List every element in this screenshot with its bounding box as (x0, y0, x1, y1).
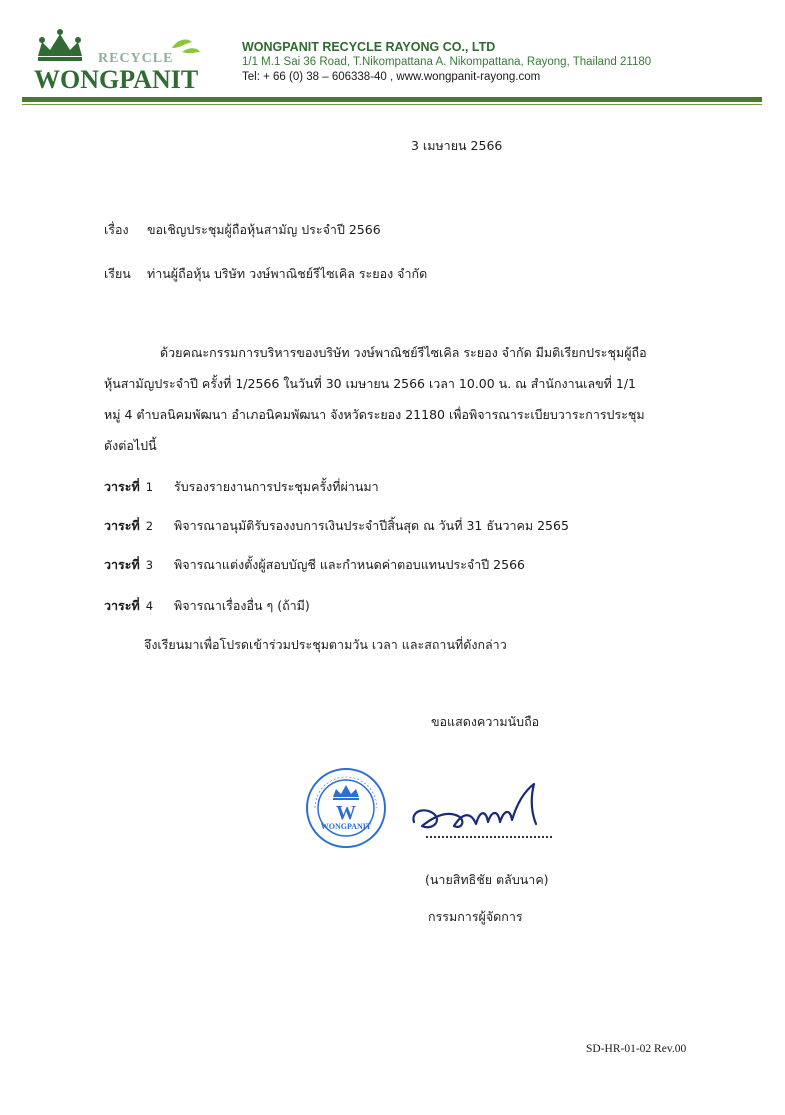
agenda-number: 2 (145, 519, 154, 533)
logo-tagline: RECYCLE (98, 51, 174, 66)
svg-text:W: W (336, 802, 356, 824)
agenda-label-text: วาระที่ (104, 557, 140, 572)
agenda-label (104, 555, 153, 575)
agenda-number: 1 (145, 480, 154, 494)
agenda-label (104, 477, 153, 497)
agenda-item-text: รับรองรายงานการประชุมครั้งที่ผ่านมา (174, 479, 379, 494)
company-address: 1/1 M.1 Sai 36 Road, T.Nikompattana A. Nikompattana, Rayong, Thailand 21180 (242, 56, 652, 68)
recipient-label: เรียน (104, 266, 131, 281)
closing-line: จึงเรียนมาเพื่อโปรดเข้าร่วมประชุมตามวัน เวลา และสถานที่ดังกล่าว (144, 637, 507, 652)
header-divider-thin (22, 104, 762, 105)
agenda-item-text: พิจารณาอนุมัติรับรองงบการเงินประจำปีสิ้นสุด ณ วันที่ 31 ธันวาคม 2565 (174, 518, 569, 533)
letter-date: 3 เมษายน 2566 (411, 138, 503, 153)
company-contact: Tel: + 66 (0) 38 – 606338-40 , www.wongpanit-rayong.com (242, 71, 541, 83)
agenda-number: 3 (145, 558, 154, 572)
signature-line (426, 836, 552, 838)
subject-text: ขอเชิญประชุมผู้ถือหุ้นสามัญ ประจำปี 2566 (147, 222, 381, 237)
agenda-label (104, 516, 153, 536)
logo-wordmark: WONGPANIT (34, 65, 199, 92)
regards-line: ขอแสดงความนับถือ (431, 714, 540, 729)
subject-label: เรื่อง (104, 222, 129, 237)
company-logo (32, 26, 217, 92)
agenda-item-text: พิจารณาเรื่องอื่น ๆ (ถ้ามี) (174, 598, 310, 613)
body-line: ด้วยคณะกรรมการบริหารของบริษัท วงษ์พาณิชย์รีไซเคิล ระยอง จำกัด มีมติเรียกประชุมผู้ถือ (160, 345, 647, 360)
company-stamp (305, 767, 387, 849)
header-divider (22, 97, 762, 102)
body-line: หมู่ 4 ตำบลนิคมพัฒนา อำเภอนิคมพัฒนา จังหวัดระยอง 21180 เพื่อพิจารณาระเบียบวาระการประชุม (104, 407, 645, 422)
agenda-label-text: วาระที่ (104, 598, 140, 613)
agenda-label (104, 596, 153, 616)
recipient-text: ท่านผู้ถือหุ้น บริษัท วงษ์พาณิชย์รีไซเคิล ระยอง จำกัด (147, 266, 428, 281)
body-line: หุ้นสามัญประจำปี ครั้งที่ 1/2566 ในวันที่ 30 เมษายน 2566 เวลา 10.00 น. ณ สำนักงานเลขที่ 1/1 (104, 376, 636, 391)
company-name: WONGPANIT RECYCLE RAYONG CO., LTD (242, 40, 496, 54)
body-line: ดังต่อไปนี้ (104, 438, 157, 453)
signer-position: กรรมการผู้จัดการ (428, 909, 523, 924)
document-code: SD-HR-01-02 Rev.00 (586, 1043, 687, 1055)
agenda-item-text: พิจารณาแต่งตั้งผู้สอบบัญชี และกำหนดค่าตอบแทนประจำปี 2566 (174, 557, 525, 572)
agenda-label-text: วาระที่ (104, 518, 140, 533)
signature (406, 780, 556, 842)
stamp-brand-text: WONGPANIT (320, 822, 372, 831)
agenda-label-text: วาระที่ (104, 479, 140, 494)
agenda-number: 4 (145, 599, 154, 613)
signer-name: (นายสิทธิชัย ตลับนาค) (425, 872, 549, 887)
